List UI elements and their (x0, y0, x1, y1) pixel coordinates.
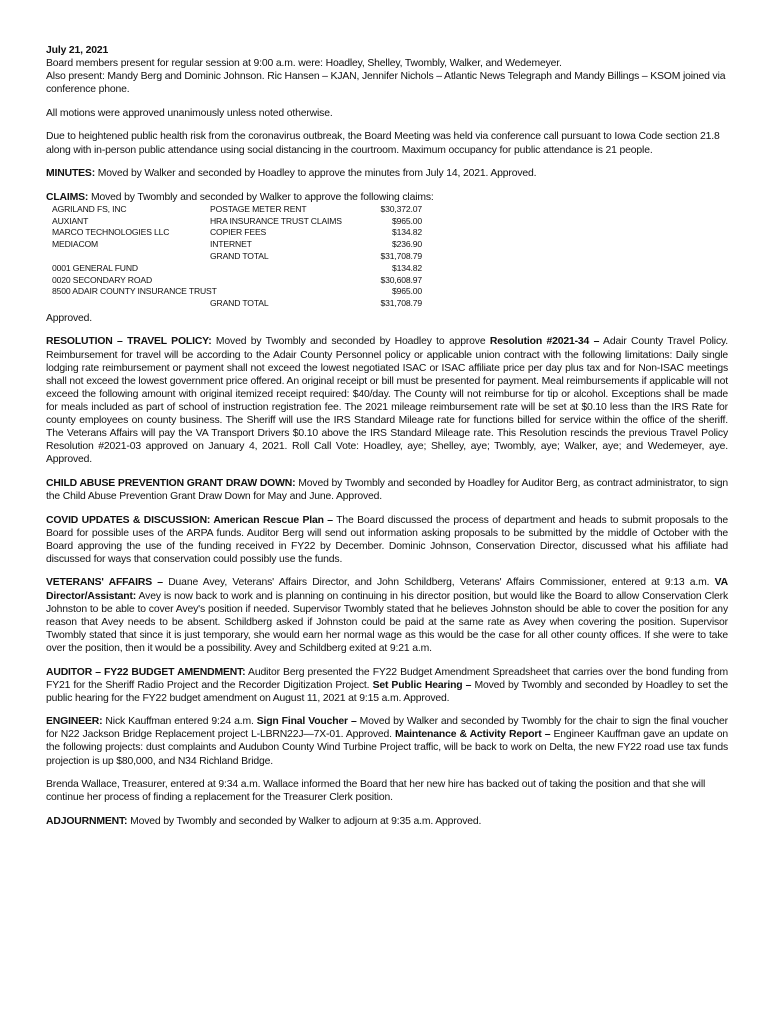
minutes-text: Moved by Walker and seconded by Hoadley to approve the minutes from July 14, 2021. Approved. (95, 168, 537, 180)
travel-policy-section (46, 335, 728, 466)
engineer-report-text: Engineer Kauffman gave an update on the following projects: dust complaints and Audubon County Wind Turbine Project traffic, will be back to work on Delta, the new FY22 road use tax funds projection is up $80,000, and N34 Richland Bridge. (46, 729, 729, 767)
auditor-section (46, 666, 728, 705)
veterans-text-body: Avey is now back to work and is planning on continuing in his director position, but would like the Board to allow Conservation Clerk Johnston to be able to cover Avey's position if needed. Supervisor Twombly stated that he believes Johnston should be able to cover the position for any reason that Avey needs to be absent. Schildberg asked if Johnston could be paid at the same rate as Avey when covering the position. Supervisor Twombly stated that since it is just temporary, she would earn her normal wage as this would be the case for all other county offices. If she were to take over the position, then it would be a possibility. Avey and Schildberg exited at 9:21 a.m. (46, 590, 728, 654)
claims-description: HRA INSURANCE TRUST CLAIMS (210, 215, 342, 226)
auditor-text-body: Moved by Twombly and seconded by Hoadley to set the public hearing for the FY22 budget amendment on August 11, 2021 at 9:15 a.m. Approved. (46, 679, 728, 704)
claims-row (52, 204, 422, 216)
claims-description: INTERNET (210, 239, 252, 250)
travel-text: Moved by Twombly and seconded by Hoadley to approve (211, 336, 490, 348)
claims-total-row (52, 298, 422, 310)
claims-fund-row (52, 275, 422, 287)
claims-text: Moved by Twombly and seconded by Walker to approve the following claims: (88, 191, 434, 203)
claims-description: POSTAGE METER RENT (210, 203, 307, 214)
treasurer-section: Brenda Wallace, Treasurer, entered at 9:34 a.m. Wallace informed the Board that her new hire has backed out of taking the position and that she will continue her process of finding a replacement for the Treasurer Clerk position. (46, 779, 706, 804)
claims-section (46, 191, 728, 325)
also-present: Also present: Mandy Berg and Dominic Johnson. Ric Hansen – KJAN, Jennifer Nichols – Atlantic News Telegraph and Mandy Billings – KSOM joined via conference phone. (46, 71, 726, 96)
claims-amount: $31,708.79 (380, 298, 422, 309)
claims-vendor: MEDIACOM (52, 239, 99, 250)
claims-heading: CLAIMS: (46, 191, 89, 203)
motions-note: All motions were approved unanimously unless noted otherwise. (46, 107, 333, 119)
covid-note: Due to heightened public health risk from the coronavirus outbreak, the Board Meeting was held via conference call pursuant to Iowa Code section 21.8 along with in-person public attendance using social distancing in the courtroom. Maximum occupancy for public attendance is 21 people. (46, 131, 720, 156)
claims-row (52, 216, 422, 228)
claims-vendor: MARCO TECHNOLOGIES LLC (52, 227, 170, 238)
engineer-report-heading: Maintenance & Activity Report – (395, 729, 551, 741)
claims-approved: Approved. (46, 312, 93, 324)
veterans-affairs-section (46, 576, 728, 655)
travel-resolution-label: Resolution #2021-34 – (489, 336, 600, 348)
claims-amount: $134.82 (391, 262, 422, 273)
claims-amount: $134.82 (391, 227, 422, 238)
claims-amount: $965.00 (391, 286, 422, 297)
claims-fund: 8500 ADAIR COUNTY INSURANCE TRUST (52, 286, 217, 297)
veterans-heading: VETERANS' AFFAIRS – (46, 577, 163, 589)
covid-updates-heading: COVID UPDATES & DISCUSSION: American Rescue Plan – (46, 514, 333, 526)
claims-description: COPIER FEES (210, 227, 267, 238)
meeting-minutes-document (46, 44, 728, 838)
covid-updates-text: The Board discussed the process of department and heads to submit proposals to the Board for possible uses of the ARPA funds. Auditor Berg will send out information asking proposals to be submitted by the middle of October with the Board approving the use of the funding received in FY22 by December. Dominic Johnson, Conservation Director, discussed what his affiliate had discussed for ways that conservation could possibly use the funds. (46, 514, 728, 565)
claims-description: GRAND TOTAL (210, 251, 269, 262)
claims-fund: 0001 GENERAL FUND (52, 262, 138, 273)
adjournment-text: Moved by Twombly and seconded by Walker to adjourn at 9:35 a.m. Approved. (127, 815, 482, 827)
auditor-heading: AUDITOR – FY22 BUDGET AMENDMENT: (46, 666, 246, 678)
members-present: Board members present for regular session at 9:00 a.m. were: Hoadley, Shelley, Twombly, Walker, and Wedemeyer. (46, 58, 562, 70)
claims-amount: $30,372.07 (380, 203, 422, 214)
claims-vendor: AUXIANT (52, 215, 89, 226)
claims-row (52, 227, 422, 239)
claims-vendor: AGRILAND FS, INC (52, 203, 127, 214)
engineer-text: Nick Kauffman entered 9:24 a.m. (102, 716, 257, 728)
claims-fund-row (52, 263, 422, 275)
adjournment-section (46, 815, 728, 828)
veterans-text: Duane Avey, Veterans' Affairs Director, and John Schildberg, Veterans' Affairs Commissioner, entered at 9:13 a.m. (162, 577, 715, 589)
child-abuse-text: Moved by Twombly and seconded by Hoadley for Auditor Berg, as contract administrator, to sign the Child Abuse Prevention Grant Draw Down for May and June. Approved. (46, 477, 728, 502)
claims-description: GRAND TOTAL (210, 298, 269, 309)
minutes-heading: MINUTES: (46, 168, 96, 180)
auditor-text: Auditor Berg presented the FY22 Budget Amendment Spreadsheet that carries over the bond funding from FY21 for the Sheriff Radio Project and the Recorder Digitization Project. (46, 666, 728, 691)
claims-amount: $965.00 (391, 215, 422, 226)
claims-table (52, 204, 728, 310)
child-abuse-section (46, 477, 728, 503)
engineer-heading: ENGINEER: (46, 716, 103, 728)
engineer-section (46, 715, 728, 767)
claims-amount: $31,708.79 (380, 251, 422, 262)
auditor-subheading: Set Public Hearing – (372, 679, 472, 691)
header-block (46, 44, 728, 96)
engineer-subheading: Sign Final Voucher – (256, 716, 357, 728)
claims-intro (46, 191, 728, 204)
claims-amount: $236.90 (391, 239, 422, 250)
child-abuse-heading: CHILD ABUSE PREVENTION GRANT DRAW DOWN: (46, 477, 296, 489)
travel-heading: RESOLUTION – TRAVEL POLICY: (46, 336, 212, 348)
adjournment-heading: ADJOURNMENT: (46, 815, 128, 827)
veterans-subheading: VA Director/Assistant: (46, 577, 728, 602)
meeting-date: July 21, 2021 (46, 45, 109, 56)
travel-text-body: Adair County Travel Policy. Reimbursement for travel will be according to the Adair County Personnel policy or applicable union contract with the following limitations: Daily single lodging rate reimbursement or payment shall not exceed the lowest negotiated ISAC or ISAC affiliate price per day plus tax and for Non-ISAC meetings shall not exceed the lowest government price offered. An original receipt or bill must be presented for payment. Meal reimbursements if applicable will not exceed the following amount with original itemized receipt required: $40/day. The County will not reimburse for tip or alcohol. Exceptions shall be made for meals included as part of school of instruction registration fee. The 2021 mileage reimbursement rate will be set at $0.10 less than the IRS Rate for county employees on county business. The Sheriff will use the IRS Standard Mileage rate for functions billed for service within the office of the sheriff. The Veterans Affairs will pay the VA Transport Drivers $0.10 above the IRS Standard Mileage rate. This Resolution rescinds the previous Travel Policy Resolution #2021-03 approved on January 4, 2021. Roll Call Vote: Hoadley, aye; Shelley, aye; Twombly, aye; Walker, aye; and Wedemeyer, aye. Approved. (46, 336, 728, 466)
engineer-text-body: Moved by Walker and seconded by Twombly for the chair to sign the final voucher for N22 Jackson Bridge Replacement project L-LBRN22J—7X-01. Approved. (46, 716, 728, 741)
covid-updates-section (46, 514, 728, 566)
claims-amount: $30,608.97 (380, 274, 422, 285)
claims-fund: 0020 SECONDARY ROAD (52, 274, 152, 285)
claims-fund-row (52, 286, 422, 298)
minutes-section (46, 167, 728, 180)
claims-row (52, 239, 422, 251)
claims-total-row (52, 251, 422, 263)
